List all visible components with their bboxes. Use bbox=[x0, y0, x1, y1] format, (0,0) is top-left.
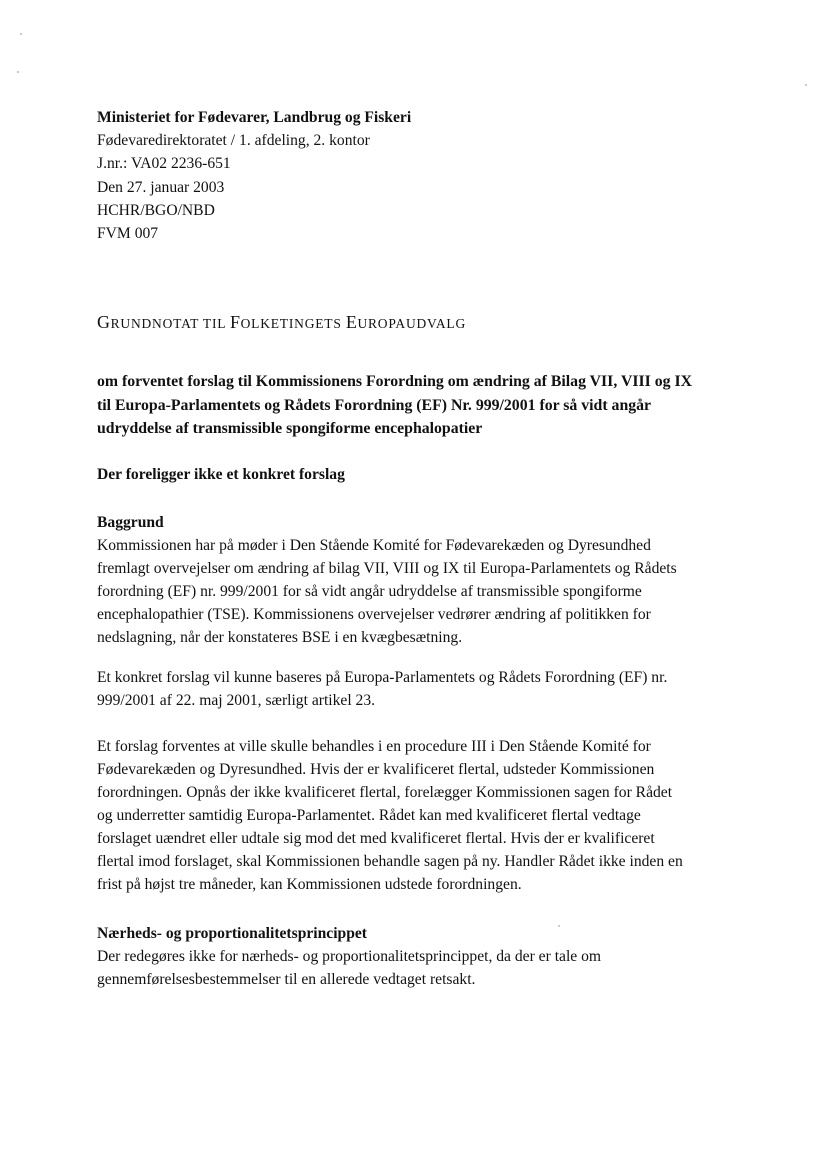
author-initials: HCHR/BGO/NBD bbox=[97, 201, 215, 219]
title-cap-2: F bbox=[229, 312, 241, 332]
body-line: Et konkret forslag vil kunne baseres på Europa-Parlamentets og Rådets Forordning (EF) nr. bbox=[97, 669, 668, 686]
body-line: Kommissionen har på møder i Den Stående Komité for Fødevarekæden og Dyresundhed bbox=[97, 537, 651, 554]
subject-line: til Europa-Parlamentets og Rådets Forordning (EF) Nr. 999/2001 for så vidt angår bbox=[97, 396, 652, 414]
title-cap-3: E bbox=[345, 312, 358, 332]
body-line: 999/2001 af 22. maj 2001, særligt artikel 23. bbox=[97, 692, 376, 709]
background-heading: Baggrund bbox=[97, 514, 164, 531]
subsidiarity-heading: Nærheds- og proportionalitetsprincippet bbox=[97, 925, 368, 942]
document-title bbox=[97, 312, 757, 333]
procedure-section bbox=[97, 735, 757, 896]
letterhead bbox=[97, 106, 757, 245]
reference-code: FVM 007 bbox=[97, 225, 159, 243]
body-line: og underretter samtidig Europa-Parlamentet. Rådet kan med kvalificeret flertal vedtage bbox=[97, 807, 641, 824]
body-line: forordningen. Opnås der ikke kvalificeret flertal, forelægger Kommissionen sagen for Rådet bbox=[97, 784, 673, 801]
body-line: nedslagning, når der konstateres BSE i en kvægbesætning. bbox=[97, 629, 463, 646]
body-line: gennemførelsesbestemmelser til en allerede vedtaget retsakt. bbox=[97, 971, 476, 988]
scan-speck bbox=[805, 84, 807, 86]
body-line: Fødevarekæden og Dyresundhed. Hvis der er kvalificeret flertal, udsteder Kommissionen bbox=[97, 761, 655, 778]
body-line: forordning (EF) nr. 999/2001 for så vidt angår udryddelse af transmissible spongiforme bbox=[97, 583, 642, 600]
body-line: Der redegøres ikke for nærheds- og proportionalitetsprincippet, da der er tale om bbox=[97, 948, 602, 965]
scan-speck bbox=[20, 33, 22, 35]
title-rest-1: RUNDNOTAT TIL bbox=[110, 316, 230, 331]
background-section bbox=[97, 511, 757, 649]
body-line: encephalopathier (TSE). Kommissionens overvejelser vedrører ændring af politikken for bbox=[97, 606, 651, 623]
subject-section bbox=[97, 370, 757, 441]
title-cap-1: G bbox=[97, 312, 111, 332]
no-proposal-section bbox=[97, 463, 757, 486]
body-line: flertal imod forslaget, skal Kommissionen behandle sagen på ny. Handler Rådet ikke inden en bbox=[97, 853, 683, 870]
body-line: forslaget uændret eller udtale sig mod det med kvalificeret flertal. Hvis der er kvalificeret bbox=[97, 830, 655, 847]
document-date: Den 27. januar 2003 bbox=[97, 178, 225, 196]
subject-line: udryddelse af transmissible spongiforme encephalopatier bbox=[97, 420, 483, 437]
body-line: frist på højst tre måneder, kan Kommissionen udstede forordningen. bbox=[97, 876, 522, 893]
title-rest-3: UROPAUDVALG bbox=[357, 316, 467, 331]
journal-number: J.nr.: VA02 2236-651 bbox=[97, 155, 231, 173]
body-line: fremlagt overvejelser om ændring af bilag VII, VIII og IX til Europa-Parlamentets og Rådets bbox=[97, 560, 677, 577]
no-proposal-heading: Der foreligger ikke et konkret forslag bbox=[97, 466, 345, 483]
legal-basis-section bbox=[97, 666, 757, 712]
scan-speck bbox=[17, 71, 19, 73]
title-rest-2: OLKETINGETS bbox=[240, 316, 346, 331]
ministry-name: Ministeriet for Fødevarer, Landbrug og Fiskeri bbox=[97, 109, 412, 126]
body-line: Et forslag forventes at ville skulle behandles i en procedure III i Den Stående Komité for bbox=[97, 738, 651, 755]
subsidiarity-section bbox=[97, 922, 757, 991]
subject-line: om forventet forslag til Kommissionens Forordning om ændring af Bilag VII, VIII og IX bbox=[97, 373, 693, 390]
department-name: Fødevaredirektoratet / 1. afdeling, 2. kontor bbox=[97, 132, 370, 150]
